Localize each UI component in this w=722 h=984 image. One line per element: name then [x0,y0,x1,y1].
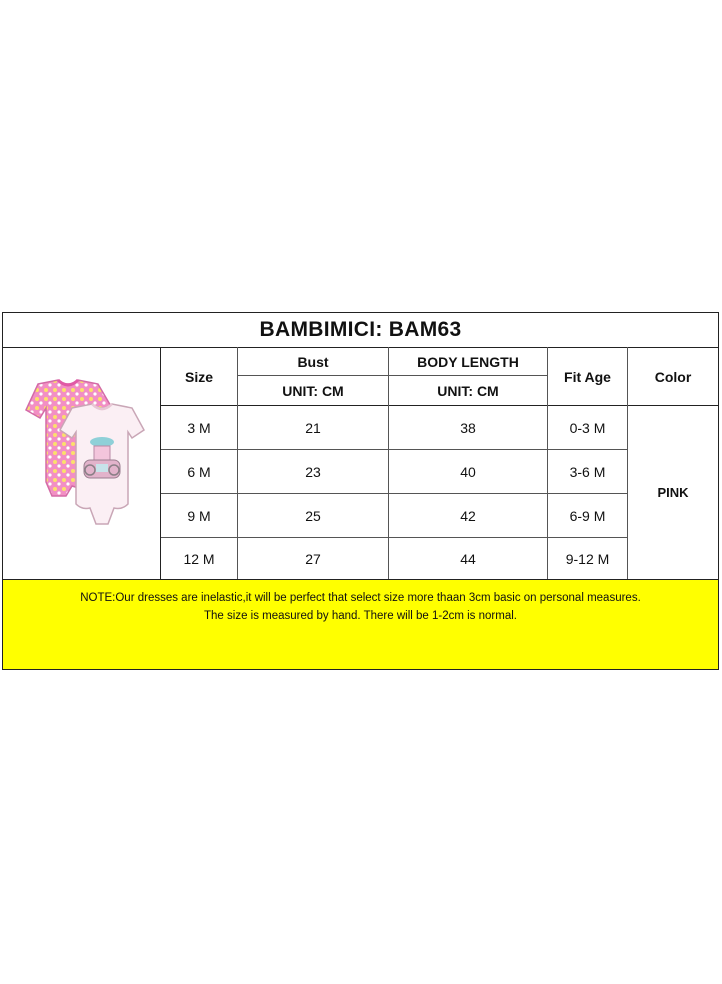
row3-fit-age: 6-9 M [569,507,606,524]
header-bust: Bust [297,353,329,370]
row1-body-length: 38 [460,419,476,436]
header-bust-unit: UNIT: CM [282,382,344,399]
header-size: Size [184,368,213,385]
row2-fit-age: 3-6 M [569,463,606,480]
row4-bust: 27 [305,550,321,567]
row1-fit-age: 0-3 M [569,419,606,436]
row1-bust: 21 [305,419,321,436]
row2-bust: 23 [305,463,321,480]
header-color: Color [654,368,692,385]
note-border-top [2,579,719,580]
note-border-right [718,579,719,670]
row4-size: 12 M [183,550,215,567]
size-chart [2,312,719,670]
row3-bust: 25 [305,507,321,524]
note-banner [2,579,719,670]
row2-size: 6 M [187,463,211,480]
row4-body-length: 44 [460,550,476,567]
row2-body-length: 40 [460,463,476,480]
header-body-length-unit: UNIT: CM [437,382,499,399]
note-line-2: The size is measured by hand. There will be 1-2cm is normal. [204,610,517,622]
row4-fit-age: 9-12 M [565,550,610,567]
note-border-left [2,579,3,670]
color-value: PINK [657,485,689,500]
bodysuit-image [16,378,146,528]
row3-body-length: 42 [460,507,476,524]
chart-title: BAMBIMICI: BAM63 [259,317,462,341]
header-body-length: BODY LENGTH [417,353,519,370]
note-line-1: NOTE:Our dresses are inelastic,it will be perfect that select size more thaan 3cm basic on personal measures. [80,592,641,604]
row1-size: 3 M [187,419,211,436]
header-fit-age: Fit Age [564,368,611,385]
row3-size: 9 M [187,507,211,524]
border-bottom-overlay [2,669,719,670]
